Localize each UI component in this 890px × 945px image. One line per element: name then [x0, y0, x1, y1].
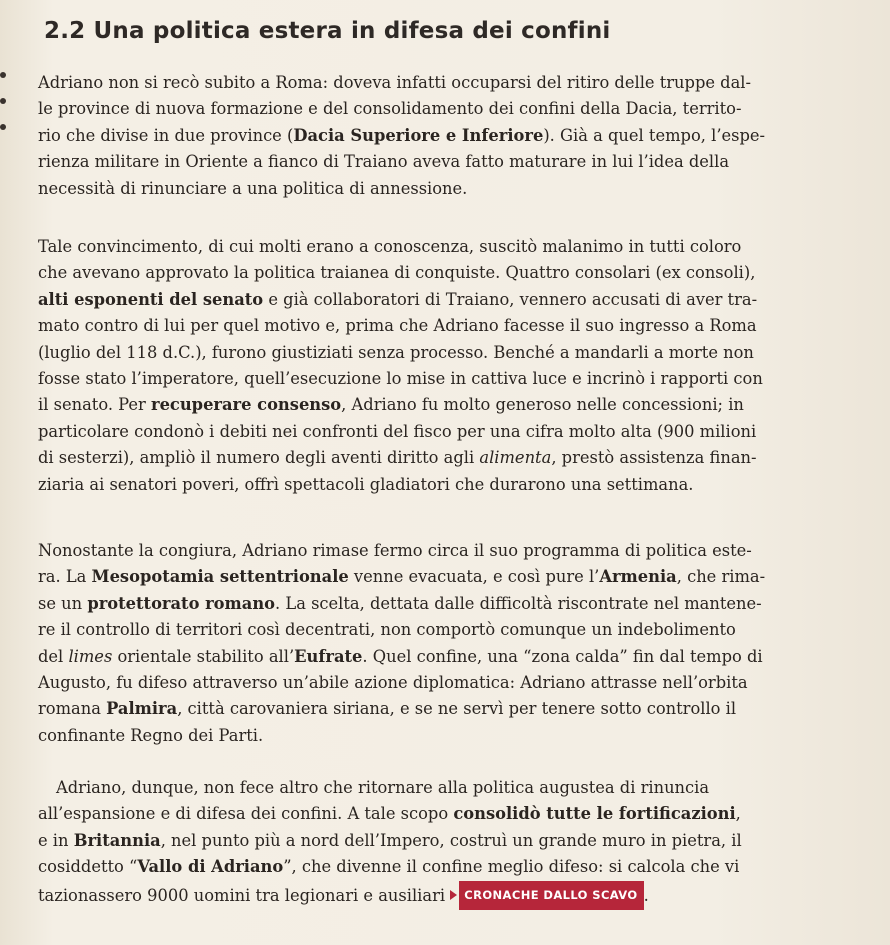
text-line: Adriano, dunque, non fece altro che ritornare alla politica augustea di rinuncia	[56, 778, 710, 797]
text-span: tazionassero 9000 uomini tra legionari e ausiliari	[38, 885, 446, 905]
text-span: , città carovaniera siriana, e se ne servì per tenere sotto controllo il	[177, 699, 737, 719]
text-line: mato contro di lui per quel motivo e, prima che Adriano facesse il suo ingresso a Roma	[38, 316, 757, 336]
bold-term: Britannia	[73, 830, 161, 850]
text-span: ra. La	[38, 567, 92, 587]
text-span: . La scelta, dettata dalle difficoltà riscontrate nel mantene-	[275, 593, 762, 613]
text-line	[38, 392, 868, 418]
text-line	[38, 881, 868, 910]
text-line: Nonostante la congiura, Adriano rimase fermo circa il suo programma di politica este-	[38, 541, 752, 560]
bold-term: alti esponenti del senato	[38, 289, 264, 309]
text-line: ziaria ai senatori poveri, offrì spettacoli gladiatori che durarono una settimana.	[38, 474, 694, 494]
text-line: (luglio del 118 d.C.), furono giustiziati senza processo. Benché a mandarli a morte non	[38, 342, 754, 362]
text-span: all’espansione e di difesa dei confini. A tale scopo	[38, 804, 454, 824]
text-span: , che rima-	[676, 567, 766, 587]
text-span: e già collaboratori di Traiano, vennero accusati di aver tra-	[263, 289, 758, 309]
text-line: che avevano approvato la politica traianea di conquiste. Quattro consolari (ex consoli),	[38, 263, 756, 283]
text-span: ). Già a quel tempo, l’espe-	[543, 125, 766, 145]
text-span: romana	[38, 699, 107, 719]
text-line	[38, 123, 868, 149]
section-title: 2.2 Una politica estera in difesa dei confini	[44, 18, 611, 44]
text-line: rienza militare in Oriente a fianco di Traiano aveva fatto maturare in lui l’idea della	[38, 152, 730, 172]
text-line	[38, 828, 868, 854]
text-span: .	[643, 885, 649, 905]
bold-term: consolidò tutte le fortificazioni	[453, 804, 736, 824]
paragraph-1	[38, 70, 868, 202]
text-line: le province di nuova formazione e del consolidamento dei confini della Dacia, territo-	[38, 99, 742, 119]
text-span: di sesterzi), ampliò il numero degli aventi diritto agli	[38, 448, 480, 468]
text-span: venne evacuata, e così pure l’	[348, 567, 600, 587]
text-span: il senato. Per	[38, 395, 151, 415]
italic-term: alimenta	[479, 448, 552, 468]
text-line	[38, 287, 868, 313]
bold-term: Dacia Superiore e Inferiore	[293, 125, 544, 145]
italic-term: limes	[68, 646, 113, 666]
text-line: Tale convincimento, di cui molti erano a conoscenza, suscitò malanimo in tutti coloro	[38, 237, 742, 256]
margin-bullet	[0, 124, 6, 130]
text-line	[38, 801, 868, 827]
text-line	[38, 644, 868, 670]
bold-term: protettorato romano	[87, 593, 276, 613]
text-line: Adriano non si recò subito a Roma: doveva infatti occuparsi del ritiro delle truppe dal-	[38, 73, 752, 92]
text-line	[38, 854, 868, 880]
text-span: cosiddetto “	[38, 857, 138, 877]
text-span: rio che divise in due province (	[38, 125, 294, 145]
text-line	[38, 445, 868, 471]
text-span: , prestò assistenza finan-	[551, 448, 757, 468]
margin-bullet	[0, 98, 6, 104]
text-span: ,	[735, 804, 741, 824]
text-span: e in	[38, 830, 74, 850]
paragraph-3	[38, 538, 868, 749]
text-span: del	[38, 646, 69, 666]
text-span: se un	[38, 593, 88, 613]
bold-term: Eufrate	[294, 646, 363, 666]
paragraph-2	[38, 234, 868, 498]
text-line: re il controllo di territori così decentrati, non comportò comunque un indebolimento	[38, 620, 736, 640]
cronache-dallo-scavo-tag[interactable]: CRONACHE DALLO SCAVO	[459, 881, 643, 910]
text-span: . Quel confine, una “zona calda” fin dal tempo di	[362, 646, 763, 666]
bold-term: recuperare consenso	[151, 395, 342, 415]
paragraph-4	[38, 775, 868, 910]
text-line: necessità di rinunciare a una politica di annessione.	[38, 178, 468, 198]
bold-term: Armenia	[599, 567, 677, 587]
text-line: confinante Regno dei Parti.	[38, 725, 264, 745]
text-line: fosse stato l’imperatore, quell’esecuzione lo mise in cattiva luce e incrinò i rapporti con	[38, 369, 763, 389]
bold-term: Vallo di Adriano	[137, 857, 284, 877]
text-span: ”, che divenne il confine meglio difeso: si calcola che vi	[283, 857, 740, 877]
margin-bullet	[0, 72, 6, 78]
bold-term: Mesopotamia settentrionale	[91, 567, 349, 587]
text-line: Augusto, fu difeso attraverso un’abile azione diplomatica: Adriano attrasse nell’orbita	[38, 673, 748, 693]
arrow-right-icon	[450, 890, 457, 900]
text-line	[38, 696, 868, 722]
text-span: , nel punto più a nord dell’Impero, costruì un grande muro in pietra, il	[160, 830, 742, 850]
text-span: orientale stabilito all’	[112, 646, 295, 666]
text-line	[38, 564, 868, 590]
text-span: , Adriano fu molto generoso nelle concessioni; in	[341, 395, 744, 415]
text-line	[38, 591, 868, 617]
bold-term: Palmira	[106, 699, 178, 719]
text-line: particolare condonò i debiti nei confronti del fisco per una cifra molto alta (900 milioni	[38, 421, 757, 441]
